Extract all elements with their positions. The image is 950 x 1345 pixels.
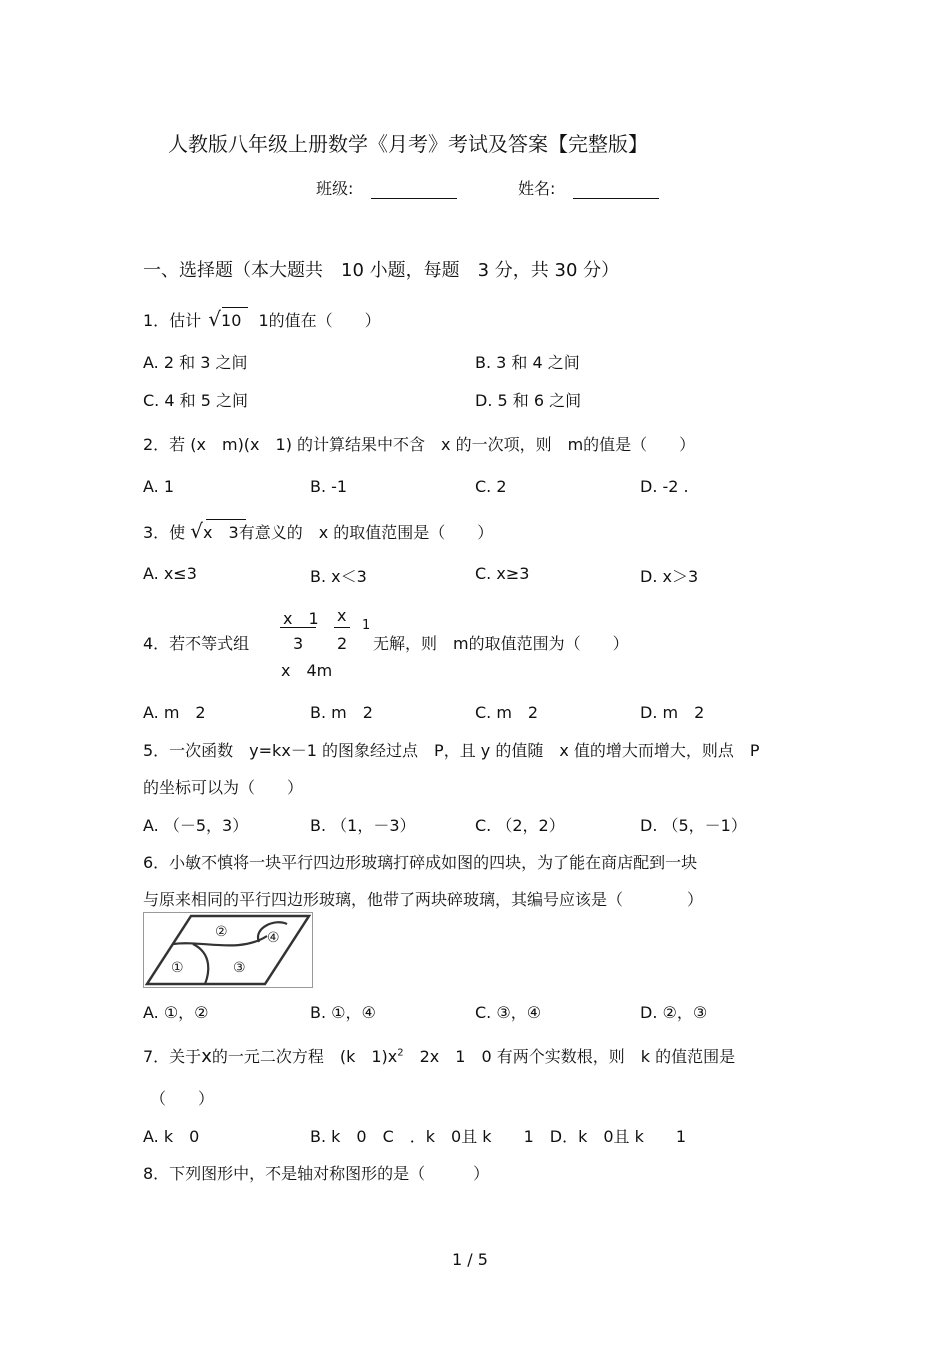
figure-label-3: ③ <box>233 960 246 976</box>
question-2: 2．若 (x m)(x 1) 的计算结果中不含 x 的一次项，则 m的值是（ ） <box>143 435 696 454</box>
q3-option-b: B. x＜3 <box>310 567 367 586</box>
q6-option-c: C. ③，④ <box>475 1003 542 1022</box>
figure-label-2: ② <box>215 924 228 940</box>
q4-rhs: 1 <box>362 618 371 633</box>
q3-suffix: 有意义的 x 的取值范围是（ ） <box>238 523 494 542</box>
q3-radicand: x 3 <box>203 523 239 542</box>
q4-option-b: B. m 2 <box>310 703 373 722</box>
class-label-text: 班级: <box>316 179 354 198</box>
figure-label-4: ④ <box>267 930 280 946</box>
q6-option-d: D. ②，③ <box>640 1003 708 1022</box>
q5-option-d: D. （5，－1） <box>640 816 747 835</box>
q4-line2: x 4m <box>281 661 333 680</box>
q7-x: x <box>201 1046 212 1067</box>
q6-option-b: B. ①，④ <box>310 1003 376 1022</box>
q5-option-c: C. （2，2） <box>475 816 565 835</box>
question-7 <box>143 1044 735 1067</box>
q3-sqrt-bar <box>206 519 246 520</box>
page-number: 1 / 5 <box>452 1250 488 1269</box>
q2-option-a: A. 1 <box>143 477 175 496</box>
q4-option-a: A. m 2 <box>143 703 206 722</box>
q4-num1: x 1 <box>283 609 319 628</box>
question-8: 8．下列图形中，不是轴对称图形的是（ ） <box>143 1164 490 1183</box>
q4-den1: 3 <box>293 634 304 653</box>
q1-radicand: 10 <box>221 311 242 330</box>
q4-option-d: D. m 2 <box>640 703 705 722</box>
q4-suffix: 无解，则 m的取值范围为（ ） <box>373 634 629 653</box>
q7-option-bcd: B. k 0 C ．k 0且 k 1 D．k 0且 k 1 <box>310 1127 687 1146</box>
class-blank <box>371 180 457 199</box>
q5-option-a: A. （－5，3） <box>143 816 249 835</box>
broken-glass-figure <box>143 912 313 992</box>
q1-option-d: D. 5 和 6 之间 <box>475 391 582 410</box>
question-5-line2: 的坐标可以为（ ） <box>143 778 304 797</box>
q6-option-a: A. ①，② <box>143 1003 209 1022</box>
question-1 <box>143 307 381 331</box>
q7-sup: 2 <box>397 1047 404 1059</box>
q7-prefix: 7．关于 <box>143 1047 202 1066</box>
q7-option-a: A. k 0 <box>143 1127 200 1146</box>
q1-prefix: 1．估计 <box>143 311 202 330</box>
q3-option-c: C. x≥3 <box>475 564 530 583</box>
q1-sqrt-bar <box>222 307 248 308</box>
q5-option-b: B. （1，－3） <box>310 816 416 835</box>
q2-option-c: C. 2 <box>475 477 507 496</box>
class-label <box>316 176 457 199</box>
q4-frac-bar-2 <box>334 627 350 628</box>
name-label-text: 姓名: <box>518 179 556 198</box>
q4-num2: x <box>337 606 347 625</box>
q4-prefix: 4．若不等式组 <box>143 634 250 653</box>
q1-option-b: B. 3 和 4 之间 <box>475 353 580 372</box>
question-6-line2: 与原来相同的平行四边形玻璃，他带了两块碎玻璃，其编号应该是（ ） <box>143 890 704 909</box>
q4-option-c: C. m 2 <box>475 703 539 722</box>
section-title: 一、选择题（本大题共 10 小题，每题 3 分，共 30 分） <box>143 260 620 281</box>
q3-option-d: D. x＞3 <box>640 567 699 586</box>
q3-prefix: 3．使 <box>143 523 186 542</box>
q3-option-a: A. x≤3 <box>143 564 197 583</box>
sqrt-icon: √ <box>208 307 222 331</box>
q1-option-c: C. 4 和 5 之间 <box>143 391 248 410</box>
name-blank <box>573 180 659 199</box>
question-3 <box>143 519 493 543</box>
parallelogram-figure <box>143 912 313 988</box>
question-7-line2: （ ） <box>150 1089 215 1108</box>
q4-den2: 2 <box>337 634 348 653</box>
q1-option-a: A. 2 和 3 之间 <box>143 353 248 372</box>
q7-suffix: 2x 1 0 有两个实数根，则 k 的值范围是 <box>403 1047 736 1066</box>
figure-label-1: ① <box>171 960 184 976</box>
sqrt-icon: √ <box>190 519 204 543</box>
question-6-line1: 6．小敏不慎将一块平行四边形玻璃打碎成如图的四块，为了能在商店配到一块 <box>143 853 698 872</box>
q2-option-d: D. -2 . <box>640 477 689 496</box>
page-title: 人教版八年级上册数学《月考》考试及答案【完整版】 <box>168 132 648 156</box>
q2-option-b: B. -1 <box>310 477 348 496</box>
name-label <box>518 176 659 199</box>
q1-suffix: 1的值在（ ） <box>258 311 381 330</box>
question-5-line1: 5．一次函数 y=kx－1 的图象经过点 P，且 y 的值随 x 值的增大而增大，则点 P <box>143 741 760 760</box>
q4-frac-bar-1 <box>280 627 316 628</box>
q7-mid: 的一元二次方程 (k 1)x <box>211 1047 398 1066</box>
